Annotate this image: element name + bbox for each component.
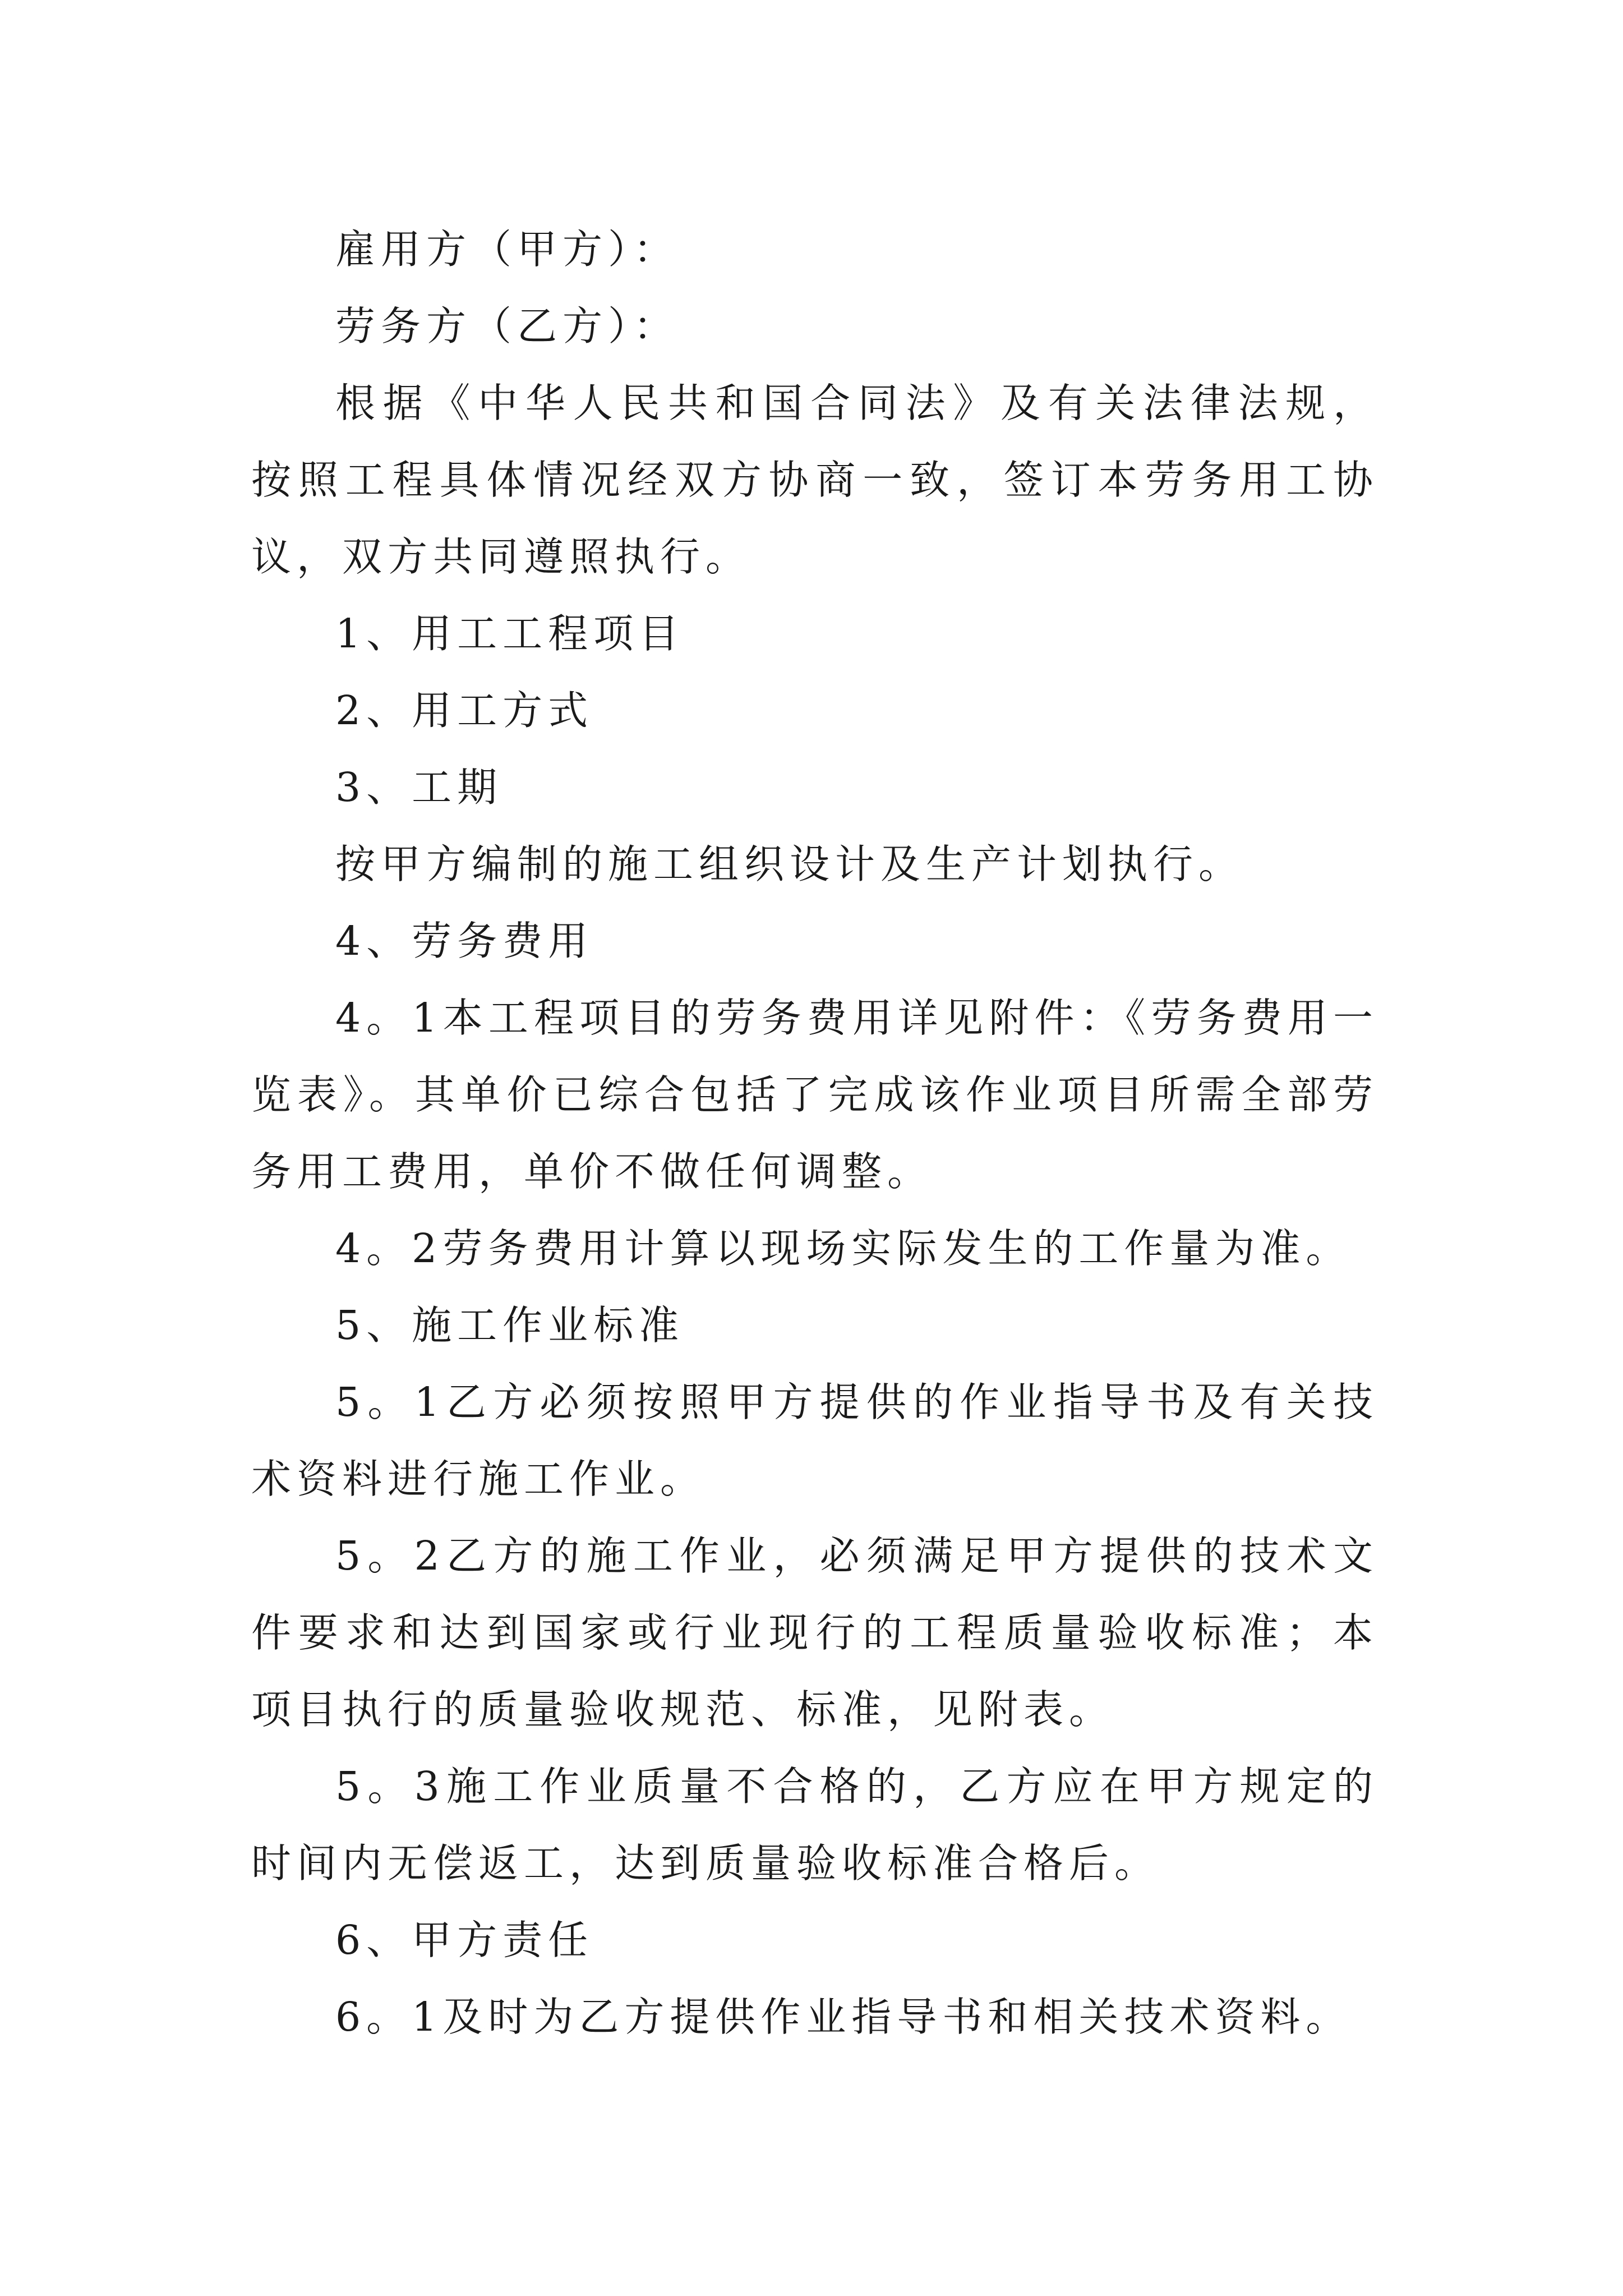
section-3-body: 按甲方编制的施工组织设计及生产计划执行。 xyxy=(335,841,1244,887)
section-heading-5: 5、施工作业标准 xyxy=(335,1302,685,1349)
preamble-paragraph: 根据《中华人民共和国合同法》及有关法律法规，按照工程具体情况经双方协商一致，签订本劳务用工协议，双方共同遵照执行。 xyxy=(251,380,1378,580)
section-heading-6: 6、甲方责任 xyxy=(335,1917,594,1963)
party-b-line: 劳务方（乙方）： xyxy=(335,303,679,349)
section-heading-4: 4、劳务费用 xyxy=(335,918,594,964)
clause-6-1: 6。1及时为乙方提供作业指导书和相关技术资料。 xyxy=(335,1994,1352,2040)
document-body xyxy=(251,211,1378,2055)
party-a-line: 雇用方（甲方）： xyxy=(335,226,679,273)
section-heading-3: 3、工期 xyxy=(335,764,503,811)
clause-4-2: 4。2劳务费用计算以现场实际发生的工作量为准。 xyxy=(335,1225,1352,1272)
clause-5-2: 5。2乙方的施工作业，必须满足甲方提供的技术文件要求和达到国家或行业现行的工程质量验收标准；本项目执行的质量验收规范、标准，见附表。 xyxy=(251,1533,1378,1733)
clause-4-1: 4。1本工程项目的劳务费用详见附件：《劳务费用一览表》。其单价已综合包括了完成该作业项目所需全部劳务用工费用，单价不做任何调整。 xyxy=(251,995,1378,1195)
clause-5-1: 5。1乙方必须按照甲方提供的作业指导书及有关技术资料进行施工作业。 xyxy=(251,1379,1378,1502)
section-heading-2: 2、用工方式 xyxy=(335,687,594,734)
section-heading-1: 1、用工工程项目 xyxy=(335,610,685,657)
clause-5-3: 5。3施工作业质量不合格的，乙方应在甲方规定的时间内无偿返工，达到质量验收标准合格后。 xyxy=(251,1763,1378,1887)
